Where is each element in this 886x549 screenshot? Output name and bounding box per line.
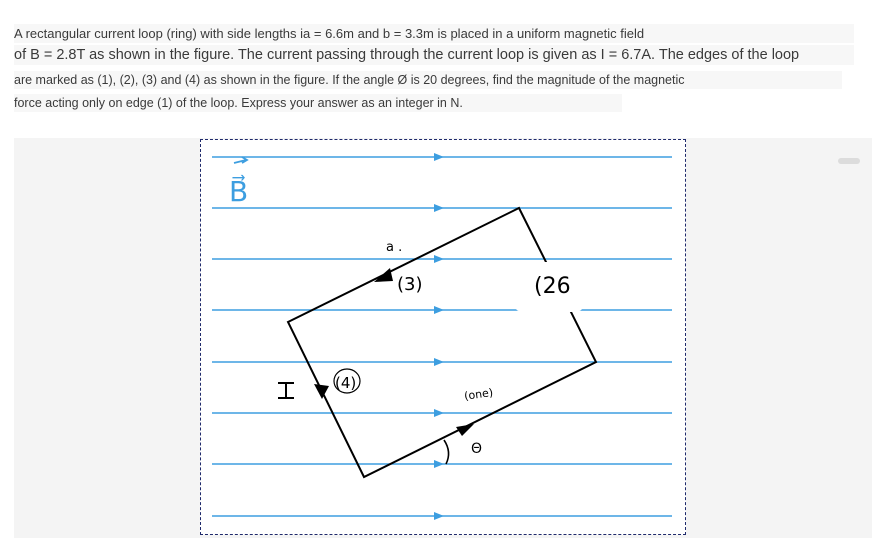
- current-label-text: I: [0, 0, 1, 1]
- angle-arc: [444, 440, 449, 464]
- current-label: [0, 0, 294, 398]
- edge-3-label: (3): [397, 274, 423, 295]
- edge-2-label: (26: [534, 274, 571, 299]
- field-arrow-5: [434, 358, 444, 366]
- magnetic-field-lines: [212, 153, 672, 520]
- question-line-4: force acting only on edge (1) of the loop. Express your answer as an integer in N.: [14, 94, 622, 112]
- question-line-2: of B = 2.8T as shown in the figure. The current passing through the current loop is given as I = 6.7A. The edges of the loop: [14, 45, 854, 65]
- field-arrow-3: [434, 255, 444, 263]
- field-arrow-4: [434, 306, 444, 314]
- edge-3-current-arrow: [374, 268, 393, 282]
- field-label-text: B⃗: [229, 175, 249, 208]
- edge-1-current-arrow: [456, 424, 474, 436]
- field-arrow-2: [434, 204, 444, 212]
- field-label: [229, 157, 248, 208]
- edge-1-label: (one): [463, 385, 494, 403]
- field-arrow-7: [434, 460, 444, 468]
- side-a-label: a .: [386, 240, 403, 255]
- edge-4-current-arrow: [314, 384, 329, 399]
- question-line-1: A rectangular current loop (ring) with side lengths ia = 6.6m and b = 3.3m is placed in a uniform magnetic field: [14, 24, 854, 43]
- field-arrow-8: [434, 512, 444, 520]
- current-loop: [288, 208, 596, 477]
- edge-4-label: (4): [335, 374, 357, 392]
- field-arrow-6: [434, 409, 444, 417]
- angle-label: Θ: [471, 441, 483, 457]
- question-line-3: are marked as (1), (2), (3) and (4) as shown in the figure. If the angle Ø is 20 degrees, find the magnitude of the magnetic: [14, 71, 842, 89]
- field-arrow-1: [434, 153, 444, 161]
